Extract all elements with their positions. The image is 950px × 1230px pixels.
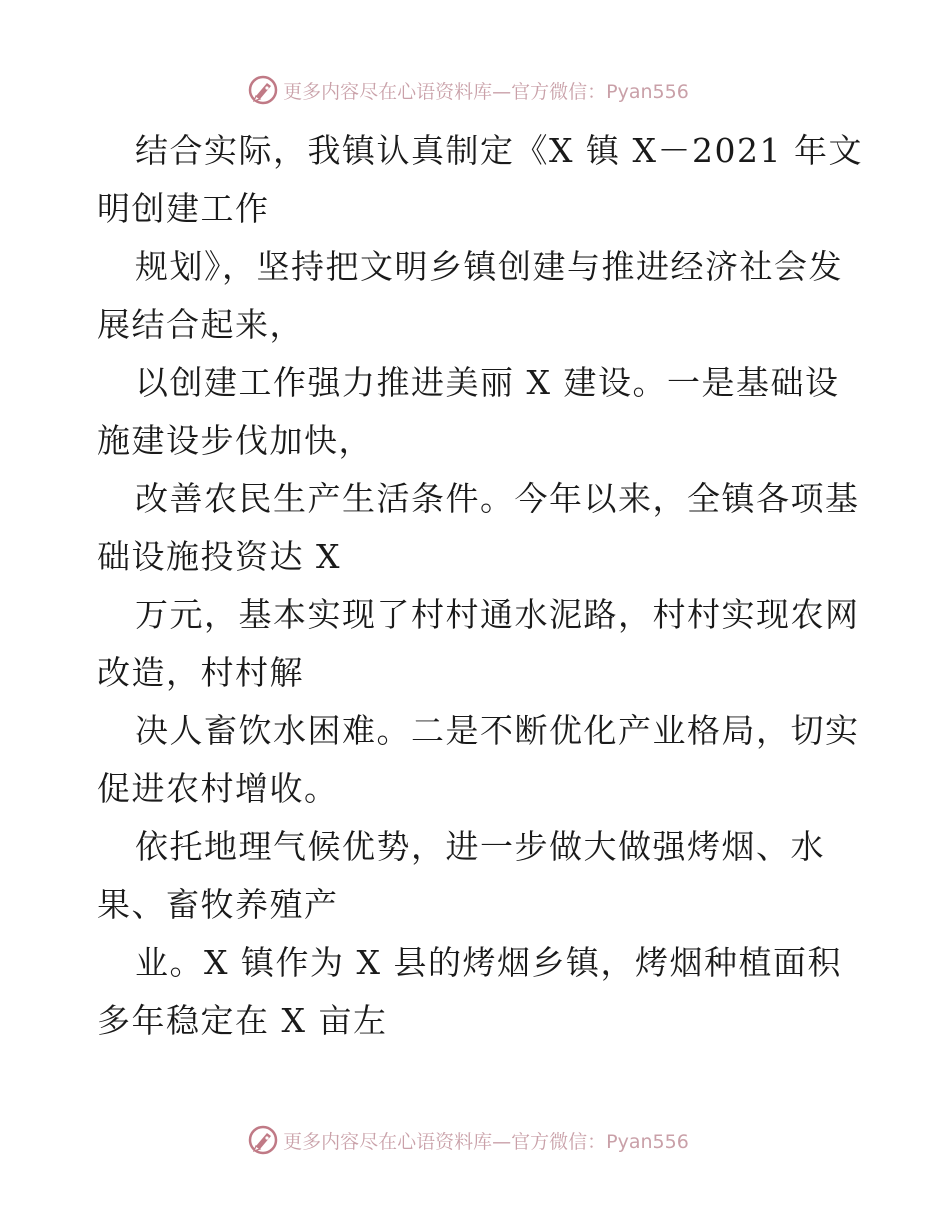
watermark-banner-bottom: [0, 1120, 950, 1160]
paragraph-line: 业。X 镇作为 X 县的烤烟乡镇，烤烟种植面积: [135, 943, 842, 982]
paragraph-line: 施建设步伐加快，: [97, 421, 373, 460]
watermark-banner-top: [0, 70, 950, 110]
paragraph-line: 明创建工作: [97, 189, 270, 228]
paragraph: [97, 586, 860, 702]
paragraph-line: 以创建工作强力推进美丽 X 建设。一是基础设: [135, 363, 840, 402]
watermark-text: 更多内容尽在心语资料库—官方微信：Pyan556: [283, 1130, 689, 1153]
paragraph: [97, 470, 860, 586]
document-body: [97, 122, 863, 1050]
paragraph: [97, 354, 857, 470]
paragraph-line: 依托地理气候优势，进一步做大做强烤烟、水: [135, 827, 825, 866]
paragraph-line: 果、畜牧养殖产: [97, 885, 339, 924]
paragraph-line: 结合实际，我镇认真制定《X 镇 X－2021 年文: [135, 131, 863, 170]
paragraph: [97, 934, 857, 1050]
paragraph-line: 万元，基本实现了村村通水泥路，村村实现农网: [135, 595, 860, 634]
paragraph-line: 决人畜饮水困难。二是不断优化产业格局，切实: [135, 711, 860, 750]
paragraph: [97, 818, 857, 934]
paragraph-line: 多年稳定在 X 亩左: [97, 1001, 388, 1040]
paragraph-line: 础设施投资达 X: [97, 537, 341, 576]
paragraph-line: 改善农民生产生活条件。今年以来，全镇各项基: [135, 479, 860, 518]
watermark-text: 更多内容尽在心语资料库—官方微信：Pyan556: [283, 80, 689, 103]
pen-nib-logo-icon: [247, 74, 279, 106]
paragraph-line: 规划》，坚持把文明乡镇创建与推进经济社会发: [135, 247, 843, 286]
paragraph: [97, 238, 857, 354]
paragraph-line: 展结合起来，: [97, 305, 304, 344]
paragraph-line: 促进农村增收。: [97, 769, 339, 808]
pen-nib-logo-icon: [247, 1124, 279, 1156]
paragraph: [97, 122, 863, 238]
paragraph-line: 改造，村村解: [97, 653, 304, 692]
paragraph: [97, 702, 860, 818]
